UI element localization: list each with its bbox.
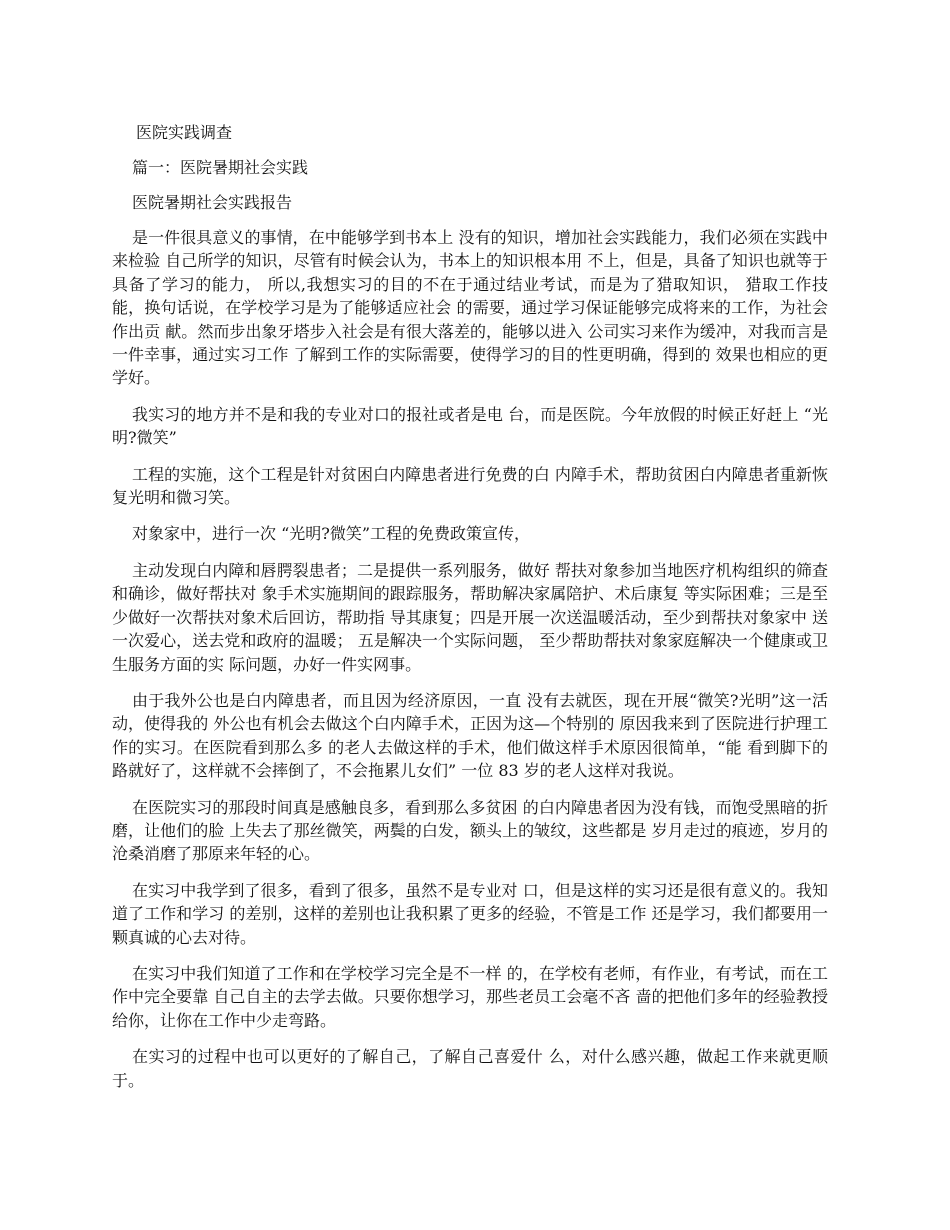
body-paragraph-4: 对象家中，进行一次 “光明?微笑”工程的免费政策宣传， (132, 524, 531, 544)
body-paragraph-7: 在医院实习的那段时间真是感触良多，看到那么多贫困 的白内障患者因为没有钱，而饱受黑暗的折磨，让他们的脸 上失去了那丝微笑，两鬓的白发，额头上的皱纹，这些都是 岁月走过的痕迹，岁月的沧桑消磨了那原来年轻的心。 (112, 797, 828, 864)
body-paragraph-2: 我实习的地方并不是和我的专业对口的报社或者是电 台，而是医院。今年放假的时候正好赶上 “光明?微笑” (112, 404, 828, 448)
body-paragraph-10: 在实习的过程中也可以更好的了解自己，了解自己喜爱什 么，对什么感兴趣，做起工作来就更顺于。 (112, 1047, 828, 1090)
body-paragraph-8: 在实习中我学到了很多，看到了很多，虽然不是专业对 口，但是这样的实习还是很有意义的。我知道了工作和学习 的差别，这样的差别也让我积累了更多的经验，不管是工作 还是学习，我们都要用一颗真诚的心去对待。 (112, 880, 828, 947)
body-paragraph-3: 工程的实施，这个工程是针对贫困白内障患者进行免费的白 内障手术，帮助贫困白内障患者重新恢复光明和微习笑。 (112, 464, 828, 508)
document-title: 医院实践调查 (136, 123, 233, 142)
body-paragraph-6: 由于我外公也是白内障患者，而且因为经济原因，一直 没有去就医，现在开展“微笑?光明”这一活动，使得我的 外公也有机会去做这个白内障手术，正因为这—个特别的 原因我来到了医院进行护理工作的实习。在医院看到那么多 的老人去做这样的手术，他们做这样手术原因很简单，“能 看到脚下的路就好了，这样就不会摔倒了，不会拖累儿女们” 一位 83 岁的老人这样对我说。 (112, 690, 828, 781)
body-paragraph-5: 主动发现白内障和唇腭裂患者；二是提供一系列服务，做好 帮扶对象参加当地医疗机构组织的筛查和确诊，做好帮扶对 象手术实施期间的跟踪服务，帮助解决家属陪护、术后康复 等实际困难；三是至少做好一次帮扶对象术后回访，帮助指 导其康复；四是开展一次送温暖活动，至少到帮扶对象家中 送一次爱心，送去党和政府的温暖； 五是解决一个实际问题， 至少帮助帮扶对象家庭解决一个健康或卫生服务方面的实 际问题，办好一件实网事。 (112, 560, 828, 674)
section-heading: 篇一：医院暑期社会实践 (132, 158, 309, 177)
document-page (112, 121, 828, 1105)
body-paragraph-9: 在实习中我们知道了工作和在学校学习完全是不一样 的，在学校有老师，有作业，有考试，而在工作中完全要靠 自己自主的去学去做。只要你想学习，那些老员工会毫不吝 啬的把他们多年的经验教授给你，让你在工作中少走弯路。 (112, 963, 828, 1030)
report-title: 医院暑期社会实践报告 (132, 193, 293, 212)
body-paragraph-1: 是一件很具意义的事情，在中能够学到书本上 没有的知识，增加社会实践能力，我们必须在实践中来检验 自己所学的知识，尽管有时候会认为，书本上的知识根本用 不上，但是，具备了知识也就等于具备了学习的能力， 所以,我想实习的目的不在于通过结业考试，而是为了猎取知识， 猎取工作技能，换句话说，在学校学习是为了能够适应社会 的需要，通过学习保证能够完成将来的工作，为社会作出贡 献。然而步出象牙塔步入社会是有很大落差的，能够以进入 公司实习来作为缓冲，对我而言是一件幸事，通过实习工作 了解到工作的实际需要，使得学习的目的性更明确，得到的 效果也相应的更学好。 (112, 228, 828, 388)
